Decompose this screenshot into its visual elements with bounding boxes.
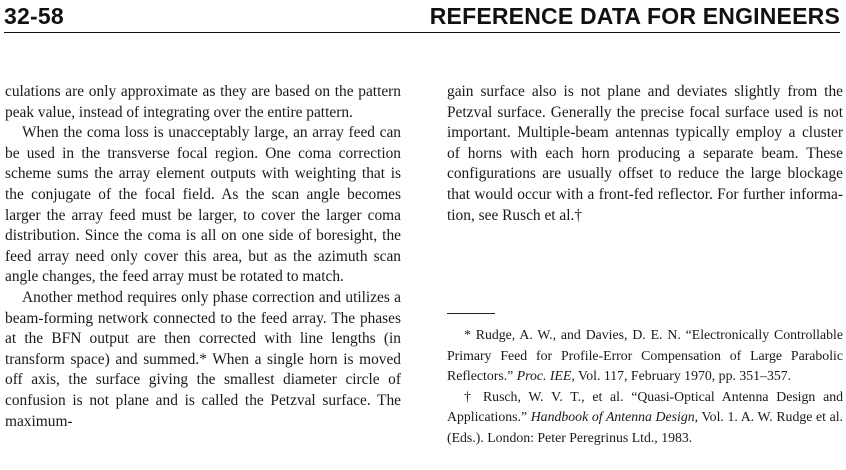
- right-column: [447, 82, 843, 226]
- footnote-rusch-text: † Rusch, W. V. T., et al. “Quasi-Optical Antenna Design and Applications.”: [447, 388, 843, 424]
- footnote-rusch: [447, 387, 843, 449]
- left-column: [5, 82, 401, 432]
- footnotes: [447, 325, 843, 448]
- running-title: REFERENCE DATA FOR ENGINEERS: [429, 3, 840, 29]
- footnote-rusch-book: Handbook of Antenna Design,: [530, 409, 699, 424]
- footnote-rudge-text: * Rudge, A. W., and Davies, D. E. N. “Electronically Controllable Primary Feed for Profile-Error Compensation of Large Parabolic Reflectors.”: [447, 327, 843, 383]
- page-header: [4, 2, 840, 33]
- footnote-rusch-details: Vol. 1. A. W. Rudge et al. (Eds.). London: Peter Peregrinus Ltd., 1983.: [447, 409, 844, 445]
- paragraph-continued: culations are only approximate as they are based on the pattern peak value, instead of integrating over the entire pattern.: [5, 83, 401, 121]
- page-number: 32-58: [4, 3, 64, 29]
- footnote-divider: [447, 313, 495, 314]
- footnote-rudge-details: Vol. 117, February 1970, pp. 351–357.: [574, 368, 792, 383]
- paragraph-phase-correction: Another method requires only phase correction and utilizes a beam-forming network connected to the feed array. The phases at the BFN output are then corrected with line lengths (in transform space) and summed.* When a single horn is moved off axis, the surface giving the smallest diameter circle of confusion is not plane and is called the Petzval surface. The maximum-: [5, 288, 401, 430]
- paragraph-gain-surface: gain surface also is not plane and deviates slightly from the Petzval surface. Generally the precise focal surface used is not important. Multiple-beam antennas typically employ a cluster of horns with each horn producing a separate beam. These configurations are usually offset to reduce the large blockage that would occur with a front-fed reflector. For further information, see Rusch et al.†: [447, 83, 843, 224]
- footnote-rudge: [447, 325, 843, 387]
- paragraph-coma-loss: When the coma loss is unacceptably large, an array feed can be used in the transverse focal region. One coma correction scheme sums the array element outputs with weighting that is the conjugate of the focal field. As the scan angle becomes larger the array feed must be larger, to cover the larger coma distribution. Since the coma is all on one side of boresight, the feed array need only cover this area, but as the azimuth scan angle changes, the feed array must be rotated to match.: [5, 124, 401, 286]
- footnote-rudge-journal: Proc. IEE,: [516, 368, 575, 383]
